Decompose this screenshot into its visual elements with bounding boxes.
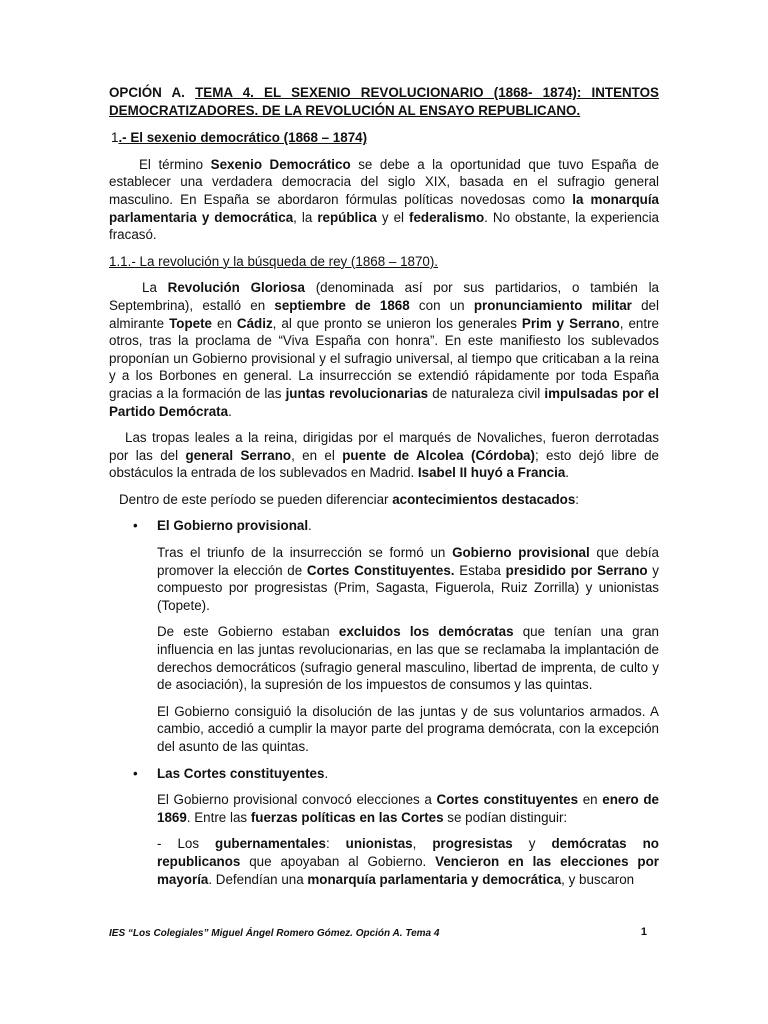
text-run: y xyxy=(512,836,552,852)
bold-run: Gobierno provisional xyxy=(452,545,590,561)
text-run: - Los xyxy=(157,836,216,852)
bold-run: juntas revolucionarias xyxy=(285,385,429,401)
bold-run: fuerzas políticas en las Cortes xyxy=(250,809,444,825)
bold-run: enero de 1869 xyxy=(157,792,660,825)
text-run: . Defendían una xyxy=(208,871,308,887)
text-run: , al que pronto se unieron los generales xyxy=(272,315,522,331)
bold-run: septiembre de 1868 xyxy=(274,297,410,313)
bold-run: pronunciamiento militar xyxy=(473,297,632,313)
text-run: Dentro de este período se pueden diferenciar xyxy=(119,491,393,507)
text-run: . No obstante, la experiencia fracasó. xyxy=(109,209,660,243)
bullet-icon: • xyxy=(133,518,138,534)
paragraph-gubernamentales xyxy=(157,835,659,888)
text-run: , la xyxy=(293,209,318,225)
text-run: se podían distinguir: xyxy=(443,809,568,825)
bold-run: Vencieron en las elecciones por mayoría xyxy=(157,853,660,887)
text-run: : xyxy=(325,836,346,852)
text-run: , en el xyxy=(291,447,343,463)
text-run: . xyxy=(228,403,232,419)
bold-run: Cortes Constituyentes. xyxy=(306,562,455,578)
paragraph-gobierno-provisional xyxy=(157,544,659,614)
bold-run: Prim y Serrano xyxy=(521,315,620,331)
bold-run: impulsadas por el Partido Demócrata xyxy=(109,385,660,419)
document-title xyxy=(109,84,659,119)
bold-run: acontecimientos destacados xyxy=(392,491,576,507)
text-run: De este Gobierno estaban xyxy=(157,624,339,640)
title-prefix: OPCIÓN A. xyxy=(109,85,196,100)
text-run: . xyxy=(308,518,312,534)
text-run: La xyxy=(142,280,168,296)
text-run: que apoyaban al Gobierno. xyxy=(240,853,436,869)
bold-run: la monarquía parlamentaria y democrática xyxy=(109,191,659,225)
text-run: que debía promover la elección de xyxy=(157,545,659,578)
bullet-item-gobierno xyxy=(109,517,659,535)
text-run: El Gobierno provisional convocó elecciones a xyxy=(157,792,437,808)
bullet-icon: • xyxy=(133,765,138,781)
page-number: 1 xyxy=(640,926,647,938)
text-run: del almirante xyxy=(109,297,659,331)
section-number: 1 xyxy=(111,130,119,146)
bold-run: Sexenio Democrático xyxy=(210,156,351,172)
text-run: en xyxy=(212,315,237,331)
bold-run: Cádiz xyxy=(236,315,273,331)
section-heading-text: .- El sexenio democrático (1868 – 1874) xyxy=(118,130,368,146)
text-run: , y buscaron xyxy=(561,871,635,887)
text-run: : xyxy=(575,491,580,507)
bold-run: Isabel II huyó a Francia xyxy=(417,465,566,481)
text-run: con un xyxy=(409,297,474,313)
paragraph-revolucion xyxy=(109,279,659,420)
text-run: en xyxy=(578,792,603,808)
bold-run: excluidos los demócratas xyxy=(338,624,514,640)
bold-run: república xyxy=(317,209,377,225)
paragraph-excluidos xyxy=(157,623,659,693)
text-run: Las tropas leales a la reina, dirigidas por el marqués de Novaliches, fueron derrotadas por las del xyxy=(109,430,659,463)
bold-run: puente de Alcolea (Córdoba) xyxy=(342,447,535,463)
bold-run: Revolución Gloriosa xyxy=(167,280,305,296)
bold-run: monarquía parlamentaria y democrática xyxy=(307,871,562,887)
bold-run: Cortes constituyentes xyxy=(436,792,579,808)
text-run: El Gobierno consiguió la disolución de las juntas y de sus voluntarios armados. A cambio, accedió a cumplir la mayor parte del programa demócrata, con la excepción del asunto de las quintas. xyxy=(157,703,659,754)
text-run: se debe a la oportunidad que tuvo España de establecer una verdadera democracia del siglo XIX, basada en el sufragio general masculino. En España se abordaron fórmulas políticas novedosas como xyxy=(109,156,659,207)
text-run: que tenían una gran influencia en las juntas revolucionarias, en las que se reclamaba la implantación de derechos democráticos (sufragio general masculino, libertad de imprenta, de culto y de asociación), la supresión de los impuestos de consumos y las quintas. xyxy=(157,624,659,693)
subsection-heading: 1.1.- La revolución y la búsqueda de rey (1868 – 1870). xyxy=(109,253,439,269)
bold-run: general Serrano xyxy=(185,447,292,463)
bold-run: federalismo xyxy=(409,209,485,225)
page-footer xyxy=(109,925,659,943)
bullet-item-cortes xyxy=(109,765,659,783)
text-run: . xyxy=(324,765,329,781)
bullet-label: El Gobierno provisional xyxy=(157,518,309,534)
paragraph-tropas xyxy=(109,429,659,482)
bullet-label: Las Cortes constituyentes xyxy=(157,765,325,781)
text-run: y el xyxy=(376,209,409,225)
text-run: El término xyxy=(139,156,211,172)
text-run: , xyxy=(412,836,433,852)
paragraph-disolucion xyxy=(157,703,659,756)
footer-text: IES “Los Colegiales” Miguel Ángel Romero Gómez. Opción A. Tema 4 xyxy=(109,928,440,939)
text-run: (denominada así por sus partidarios, o también la Septembrina), estalló en xyxy=(109,280,660,313)
paragraph-intro xyxy=(109,156,659,244)
bold-run: progresistas xyxy=(432,836,513,852)
text-run: y compuesto por progresistas (Prim, Sagasta, Figuerola, Ruiz Zorrilla) y unionistas (Topete). xyxy=(157,562,660,613)
bold-run: gubernamentales xyxy=(215,836,326,852)
bold-run: presidido por Serrano xyxy=(505,562,648,578)
text-run: Tras el triunfo de la insurrección se formó un xyxy=(157,545,453,561)
paragraph-acontecimientos xyxy=(109,491,659,509)
text-run: , entre otros, tras la proclama de “Viva España con honra”. En este manifiesto los sublevados proponían un Gobierno provisional y el sufragio universal, al tiempo que criticaban a la reina y a los Borbones en general. La insurrección se extendió rápidamente por toda España gracias a la formación de las xyxy=(109,315,660,401)
bold-run: Topete xyxy=(169,315,212,331)
bold-run: unionistas xyxy=(345,836,413,852)
text-run: de naturaleza civil xyxy=(428,385,545,401)
paragraph-elecciones xyxy=(157,791,659,826)
bold-run: demócratas no republicanos xyxy=(157,836,659,869)
document-page xyxy=(109,84,659,897)
text-run: . Entre las xyxy=(186,809,251,825)
section-heading-1 xyxy=(111,129,659,147)
text-run: ; esto dejó libre de obstáculos la entrada de los sublevados en Madrid. xyxy=(109,447,659,481)
text-run: . xyxy=(565,465,570,481)
text-run: Estaba xyxy=(454,562,506,578)
title-underlined: TEMA 4. EL SEXENIO REVOLUCIONARIO (1868- 1874): INTENTOS DEMOCRATIZADORES. DE LA REVOLUCIÓN AL ENSAYO REPUBLICANO. xyxy=(109,85,659,118)
